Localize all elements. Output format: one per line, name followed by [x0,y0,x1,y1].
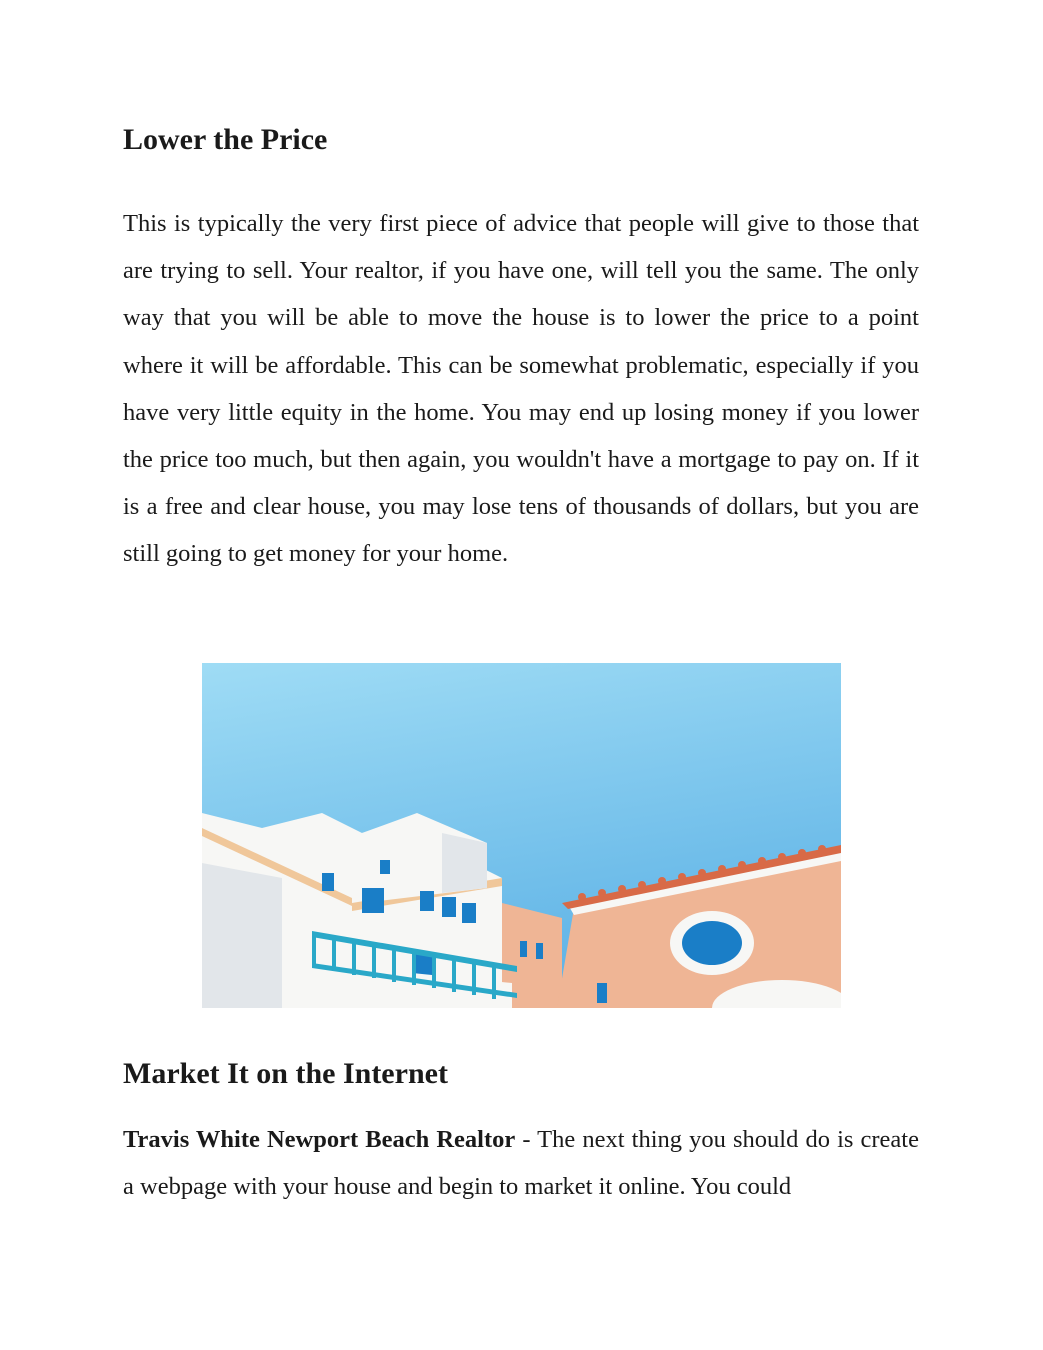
window [462,903,476,923]
section-heading-market-it: Market It on the Internet [123,1057,448,1090]
building-shadow [202,863,282,1008]
house-photo [202,663,841,1008]
window [520,941,527,957]
body-paragraph-lower-the-price: This is typically the very first piece of advice that people will give to those that are trying to sell. Your realtor, if you have one, will tell you the same. The only way that you will be able to move the house is to lower the price to a point where it will be affordable. This can be somewhat problematic, especially if you have very little equity in the home. You may end up losing money if you lower the price too much, but then again, you wouldn't have a mortgage to pay on. If it is a free and clear house, you may lose tens of thousands of dollars, but you are still going to get money for your home. [123,210,919,568]
lead-author-name: Travis White Newport Beach Realtor [123,1126,516,1153]
section-heading-lower-the-price: Lower the Price [123,123,328,156]
small-window [597,983,607,1003]
tower-shadow [442,833,487,893]
round-window-glass [682,921,742,965]
paragraph-text: - The next thing you should do is create a webpage with your house and begin to market it online. You could [123,1126,919,1201]
body-paragraph-market-it [123,1116,919,1210]
window [322,873,334,891]
window [420,891,434,911]
window [442,897,456,917]
window [362,888,384,913]
window [536,943,543,959]
window [380,860,390,874]
